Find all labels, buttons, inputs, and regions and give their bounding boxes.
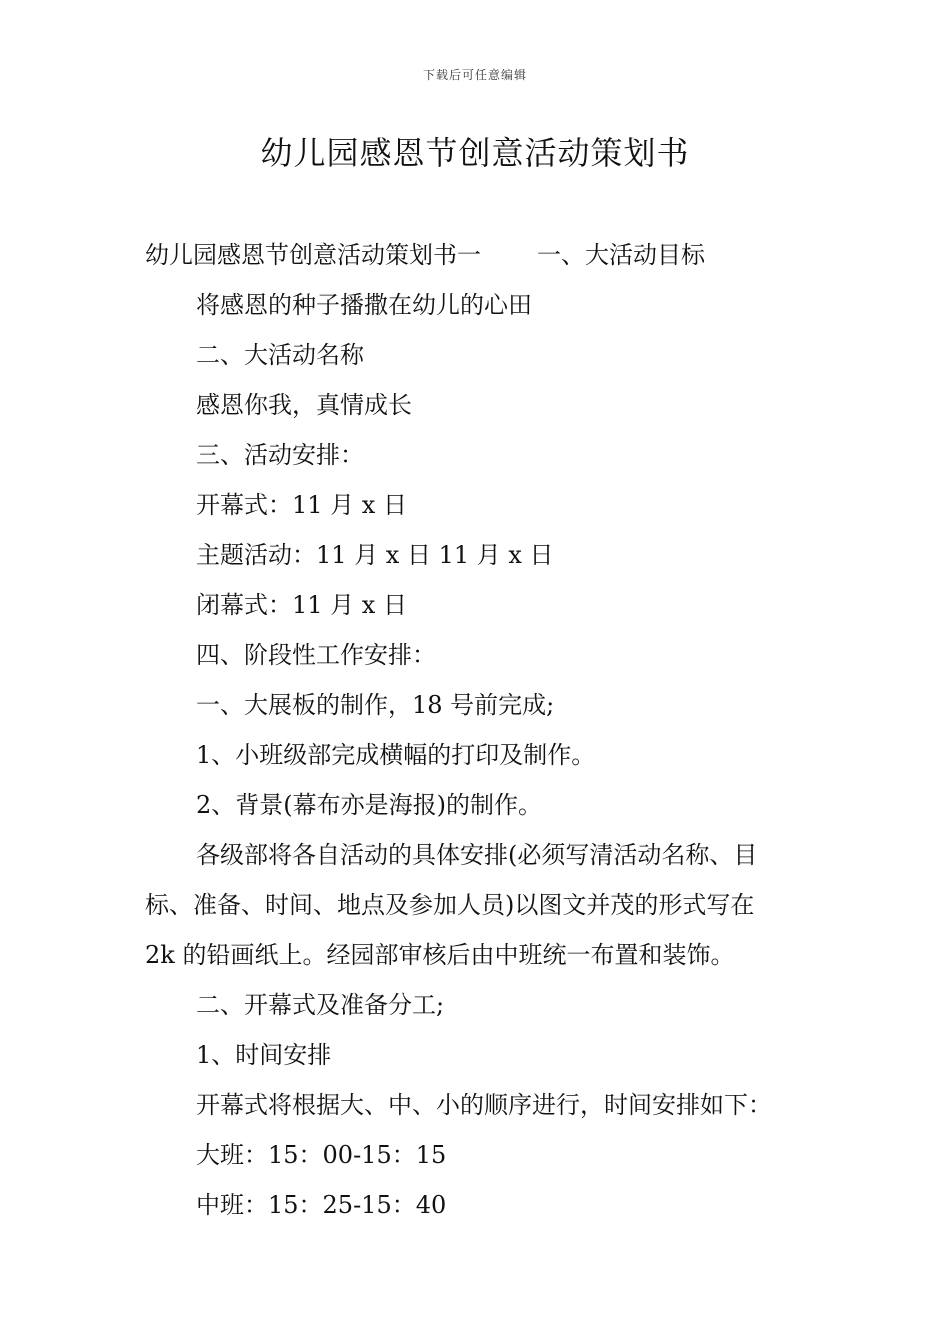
- section-heading: 三、活动安排：: [196, 441, 364, 469]
- text-line: 开幕式将根据大、中、小的顺序进行，时间安排如下：: [196, 1091, 772, 1119]
- paragraph-line: 各级部将各自活动的具体安排(必须写清活动名称、目: [196, 841, 758, 869]
- text-line: 感恩你我，真情成长: [196, 391, 412, 419]
- section-heading: 二、大活动名称: [196, 341, 364, 369]
- text-line: 1、时间安排: [196, 1041, 332, 1069]
- page-title: 幼儿园感恩节创意活动策划书: [260, 134, 690, 172]
- text-line: 开幕式：11 月 x 日: [196, 491, 407, 519]
- text-line: 主题活动：11 月 x 日 11 月 x 日: [196, 541, 554, 569]
- text-line: 一、大展板的制作，18 号前完成;: [196, 691, 555, 719]
- first-line-right: 一、大活动目标: [537, 241, 705, 269]
- text-line: 将感恩的种子播撒在幼儿的心田: [196, 291, 532, 319]
- text-line: 闭幕式：11 月 x 日: [196, 591, 407, 619]
- paragraph-line: 标、准备、时间、地点及参加人员)以图文并茂的形式写在: [145, 891, 755, 919]
- document-body: [145, 230, 815, 1230]
- section-heading: 二、开幕式及准备分工;: [196, 991, 445, 1019]
- text-line: 1、小班级部完成横幅的打印及制作。: [196, 741, 596, 769]
- section-heading: 四、阶段性工作安排：: [196, 641, 436, 669]
- text-line: 2、背景(幕布亦是海报)的制作。: [196, 791, 542, 819]
- text-line: 大班：15：00-15：15: [196, 1141, 447, 1169]
- first-line-left: 幼儿园感恩节创意活动策划书一: [145, 241, 481, 269]
- paragraph-line: 2k 的铅画纸上。经园部审核后由中班统一布置和装饰。: [145, 941, 735, 969]
- text-line: 中班：15：25-15：40: [196, 1191, 447, 1219]
- first-line: [145, 230, 815, 280]
- header-note: 下载后可任意编辑: [422, 68, 527, 82]
